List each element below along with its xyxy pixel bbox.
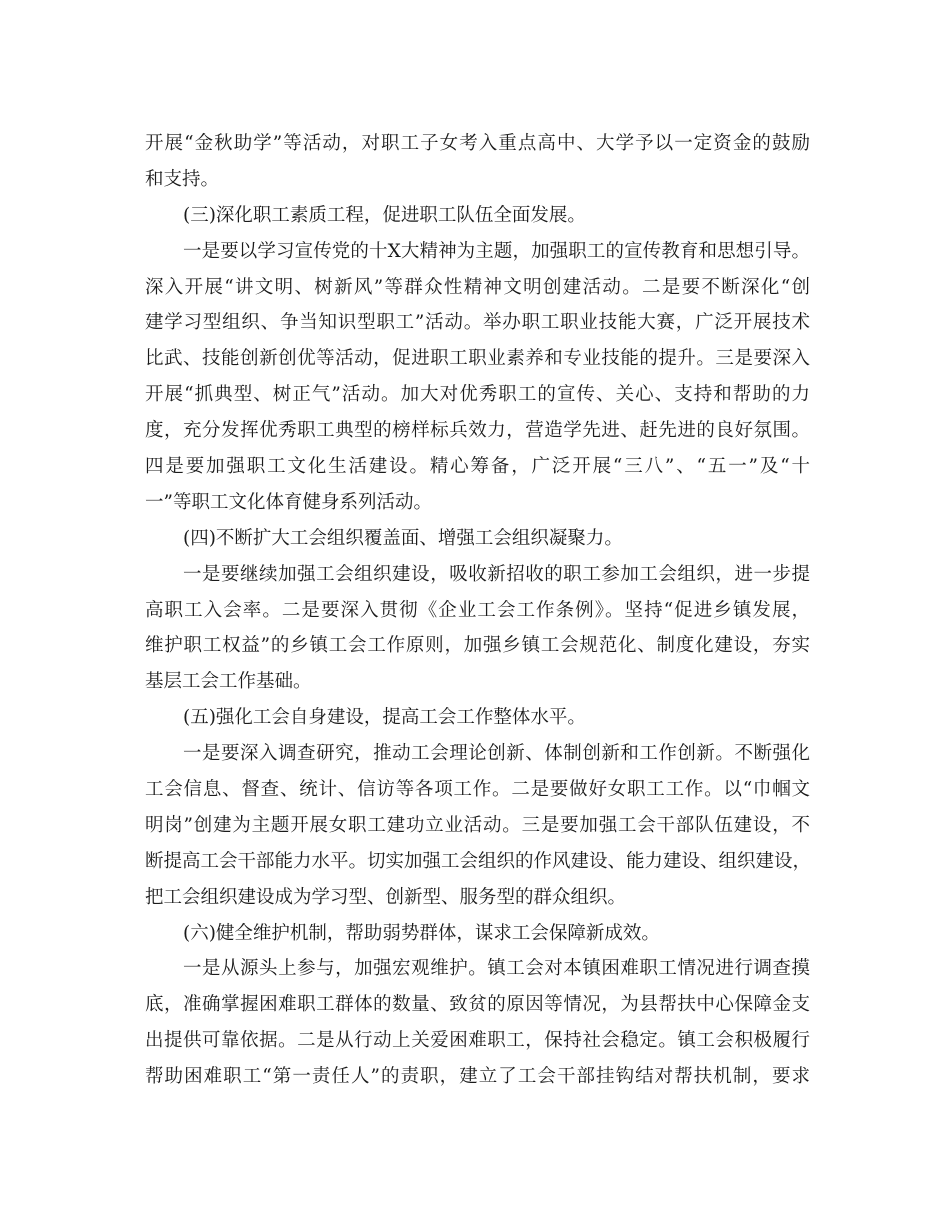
text-line: 一”等职工文化体育健身系列活动。 xyxy=(145,491,432,513)
text-line: 度，充分发挥优秀职工典型的榜样标兵效力，营造学先进、赶先进的良好氛围。 xyxy=(145,420,810,442)
text-line: (四)不断扩大工会组织覆盖面、增强工会组织凝聚力。 xyxy=(183,527,623,549)
text-line: 出提供可靠依据。二是从行动上关爱困难职工，保持社会稳定。镇工会积极履行 xyxy=(145,1030,810,1052)
text-line: 把工会组织建设成为学习型、创新型、服务型的群众组织。 xyxy=(145,886,627,908)
text-line: 断提高工会干部能力水平。切实加强工会组织的作风建设、能力建设、组织建设， xyxy=(145,850,812,872)
text-line: (五)强化工会自身建设，提高工会工作整体水平。 xyxy=(183,707,586,729)
text-line: 工会信息、督查、统计、信访等各项工作。二是要做好女职工工作。以“巾帼文 xyxy=(145,779,810,801)
text-line: 建学习型组织、争当知识型职工”活动。举办职工职业技能大赛，广泛开展技术 xyxy=(145,312,810,334)
text-line: (三)深化职工素质工程，促进职工队伍全面发展。 xyxy=(183,204,586,226)
text-line: 开展“抓典型、树正气”活动。加大对优秀职工的宣传、关心、支持和帮助的力 xyxy=(145,384,810,406)
text-line: 维护职工权益”的乡镇工会工作原则，加强乡镇工会规范化、制度化建设，夯实 xyxy=(145,635,810,657)
text-line: 一是要深入调查研究，推动工会理论创新、体制创新和工作创新。不断强化 xyxy=(183,743,810,765)
text-line: 开展“金秋助学”等活动，对职工子女考入重点高中、大学予以一定资金的鼓励 xyxy=(145,133,810,154)
text-line: 基层工会工作基础。 xyxy=(145,671,312,693)
text-line: 四是要加强职工文化生活建设。精心筹备，广泛开展“三八”、“五一”及“十 xyxy=(145,456,810,478)
text-line: 比武、技能创新创优等活动，促进职工职业素养和专业技能的提升。三是要深入 xyxy=(145,348,810,370)
text-line: 高职工入会率。二是要深入贯彻《企业工会工作条例》。坚持“促进乡镇发展， xyxy=(145,599,810,621)
text-line: 和支持。 xyxy=(145,168,220,190)
text-line: 一是要继续加强工会组织建设，吸收新招收的职工参加工会组织，进一步提 xyxy=(183,563,810,585)
text-line: 一是要以学习宣传党的十X大精神为主题，加强职工的宣传教育和思想引导。 xyxy=(183,240,810,262)
text-line: 一是从源头上参与，加强宏观维护。镇工会对本镇困难职工情况进行调查摸 xyxy=(183,958,810,980)
document-body xyxy=(145,126,810,1095)
text-line: 底，准确掌握困难职工群体的数量、致贫的原因等情况，为县帮扶中心保障金支 xyxy=(145,994,810,1016)
text-line: 帮助困难职工“第一责任人”的责职，建立了工会干部挂钩结对帮扶机制，要求 xyxy=(145,1066,810,1088)
text-line: 明岗”创建为主题开展女职工建功立业活动。三是要加强工会干部队伍建设，不 xyxy=(145,814,810,836)
text-line: 深入开展“讲文明、树新风”等群众性精神文明创建活动。二是要不断深化“创 xyxy=(145,276,810,298)
text-line: (六)健全维护机制，帮助弱势群体，谋求工会保障新成效。 xyxy=(183,922,660,944)
